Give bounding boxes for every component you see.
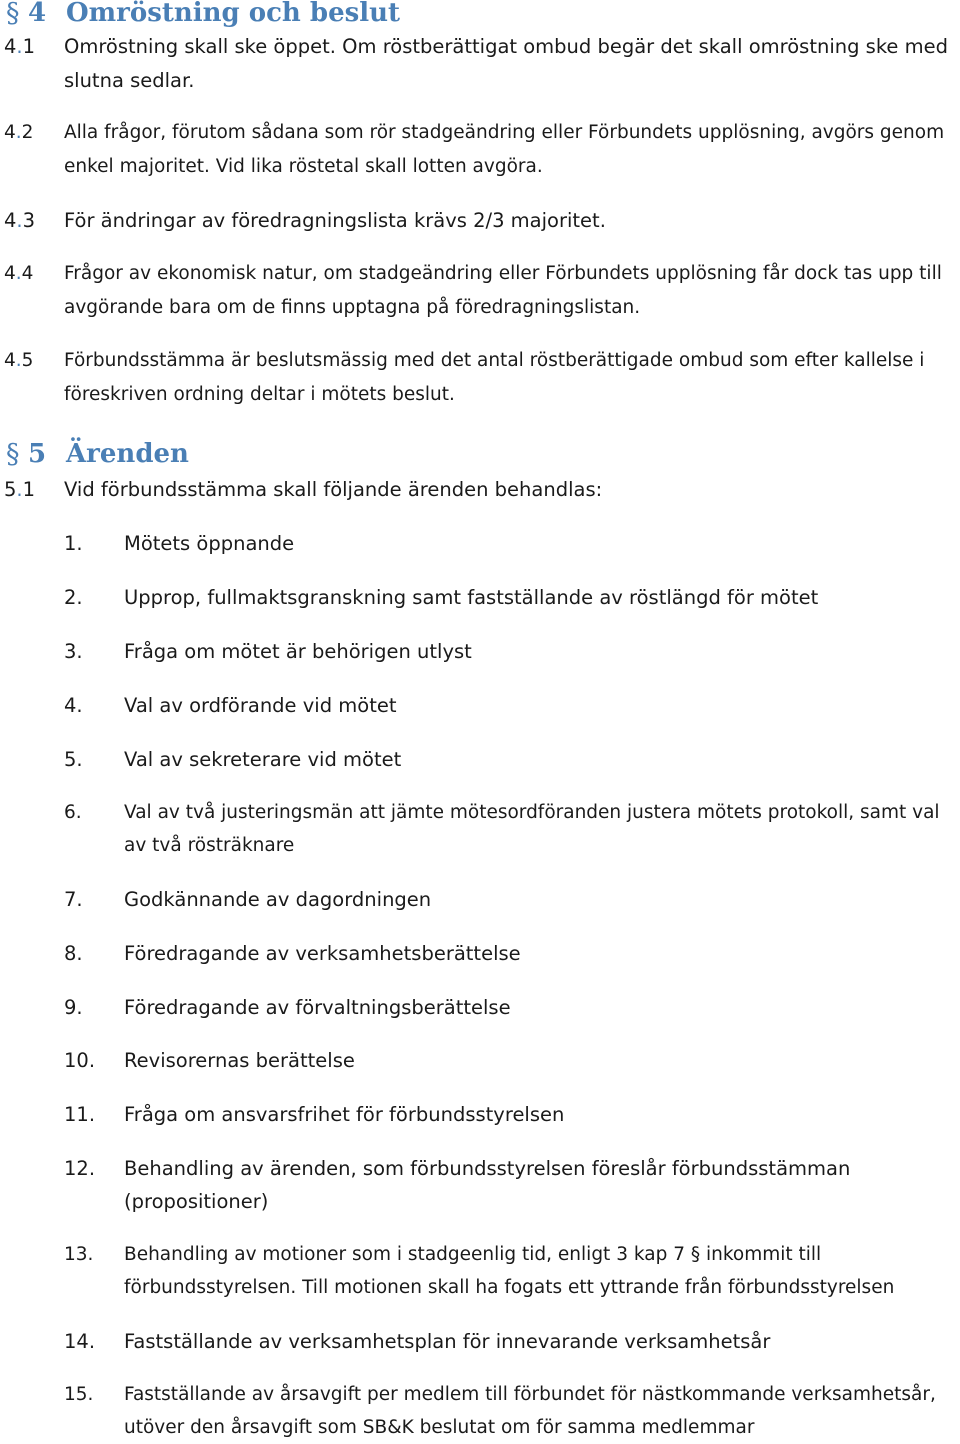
list-item-number: 5. [64,748,83,771]
list-item-line: Fastställande av årsavgift per medlem till förbundet för nästkommande verksamhetsår, [124,1384,936,1405]
clause-line: Omröstning skall ske öppet. Om röstberättigat ombud begär det skall omröstning ske med [64,35,948,58]
section-symbol: § [6,438,20,470]
clause-number: 4.1 [4,35,36,58]
clause-text [64,473,602,507]
clause-line: Vid förbundsstämma skall följande ärenden behandlas: [64,478,603,501]
section-heading-5 [6,436,189,472]
clause-line: Alla frågor, förutom sådana som rör stadgeändring eller Förbundets upplösning, avgörs genom [64,122,945,143]
list-item-text [124,527,294,560]
list-item-text [124,1044,355,1077]
list-item-line: förbundsstyrelsen. Till motionen skall ha fogats ett yttrande från förbundsstyrelsen [124,1277,895,1298]
list-item-line: Fråga om mötet är behörigen utlyst [124,640,472,663]
section-title: Ärenden [66,439,189,469]
list-item-text [124,1378,936,1444]
list-item-number: 9. [64,996,83,1019]
clause-line: Förbundsstämma är beslutsmässig med det antal röstberättigade ombud som efter kallelse i [64,350,925,371]
list-item-number: 2. [64,586,83,609]
list-item-line: Fastställande av verksamhetsplan för innevarande verksamhetsår [124,1330,771,1353]
clause-number: 4.4 [4,263,34,284]
clause-number: 4.3 [4,209,36,232]
list-item-text [124,581,818,614]
list-item-line: Godkännande av dagordningen [124,888,432,911]
list-item-number: 6. [64,802,82,823]
list-item-text [124,1152,850,1218]
list-item-number: 12. [64,1157,96,1180]
list-item-number: 14. [64,1330,96,1353]
list-item-number: 8. [64,942,83,965]
clause-text [64,344,924,412]
list-item-text [124,796,940,862]
clause-text [64,204,606,238]
section-symbol: § [6,0,20,29]
clause-text [64,257,942,325]
list-item-number: 3. [64,640,83,663]
clause-line: slutna sedlar. [64,69,195,92]
clause-text [64,30,948,98]
list-item-text [124,743,401,776]
clause-line: Frågor av ekonomisk natur, om stadgeändring eller Förbundets upplösning får dock tas upp till [64,263,942,284]
clause-line: avgörande bara om de finns upptagna på föredragningslistan. [64,297,641,318]
clause-number: 4.2 [4,122,34,143]
clause-4-4 [4,257,954,325]
section-title: Omröstning och beslut [66,0,401,28]
list-item-text [124,1325,770,1358]
clause-number: 5.1 [4,478,36,501]
list-item-text [124,937,521,970]
list-item-text [124,991,511,1024]
section-heading-4 [6,0,400,31]
list-item-text [124,1238,894,1304]
list-item-line: Val av två justeringsmän att jämte mötesordföranden justera mötets protokoll, samt val [124,802,940,823]
list-item-line: Fråga om ansvarsfrihet för förbundsstyrelsen [124,1103,565,1126]
list-item-text [124,1098,564,1131]
clause-text [64,116,944,184]
clause-5-1 [4,473,954,507]
clause-line: För ändringar av föredragningslista krävs 2/3 majoritet. [64,209,606,232]
list-item-text [124,883,431,916]
list-item-line: Föredragande av verksamhetsberättelse [124,942,521,965]
list-item-number: 4. [64,694,83,717]
list-item-text [124,689,397,722]
clause-4-2 [4,116,954,184]
list-item-line: Mötets öppnande [124,532,295,555]
list-item-line: av två rösträknare [124,835,295,856]
list-item-line: Val av ordförande vid mötet [124,694,397,717]
section-number: 4 [28,0,47,28]
clause-line: föreskriven ordning deltar i mötets beslut. [64,384,455,405]
list-item-text [124,635,472,668]
list-item-number: 11. [64,1103,96,1126]
list-item-number: 1. [64,532,83,555]
clause-4-1 [4,30,954,98]
clause-4-5 [4,344,954,412]
list-item-number: 13. [64,1244,94,1265]
section-number: 5 [28,439,47,469]
list-item-line: Upprop, fullmaktsgranskning samt fastställande av röstlängd för mötet [124,586,819,609]
list-item-number: 15. [64,1384,94,1405]
list-item-number: 7. [64,888,83,911]
list-item-line: Revisorernas berättelse [124,1049,355,1072]
list-item-line: utöver den årsavgift som SB&K beslutat om för samma medlemmar [124,1417,755,1438]
list-item-line: Behandling av motioner som i stadgeenlig tid, enligt 3 kap 7 § inkommit till [124,1244,822,1265]
list-item-line: (propositioner) [124,1190,269,1213]
list-item-number: 10. [64,1049,96,1072]
list-item-line: Föredragande av förvaltningsberättelse [124,996,511,1019]
list-item-line: Behandling av ärenden, som förbundsstyrelsen föreslår förbundsstämman [124,1157,851,1180]
clause-line: enkel majoritet. Vid lika röstetal skall lotten avgöra. [64,156,543,177]
clause-4-3 [4,204,954,238]
list-item-line: Val av sekreterare vid mötet [124,748,402,771]
clause-number: 4.5 [4,350,34,371]
